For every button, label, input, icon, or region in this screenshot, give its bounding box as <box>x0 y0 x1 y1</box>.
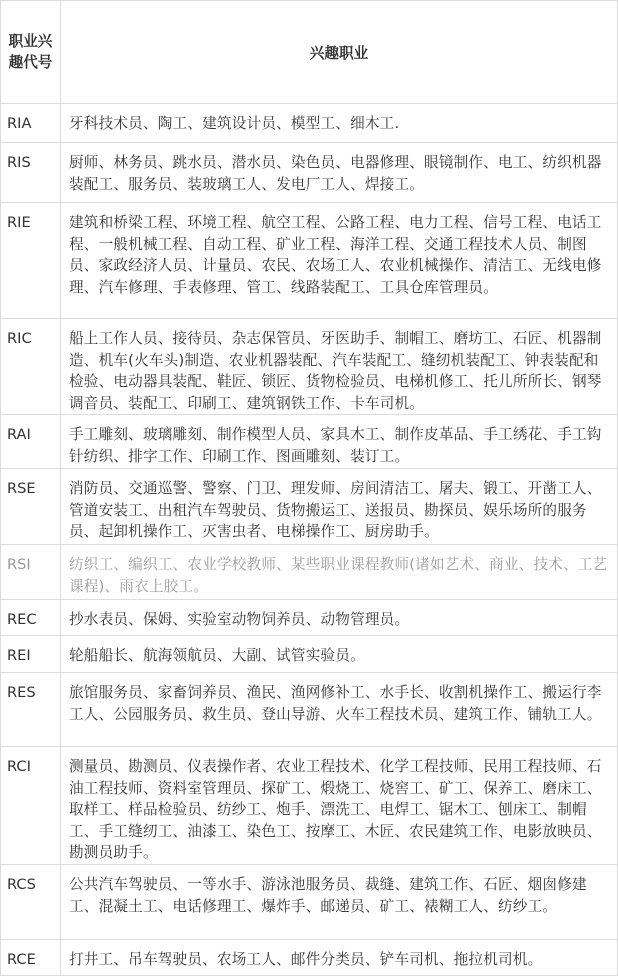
row-code-cell <box>1 469 61 545</box>
row-jobs-cell <box>61 545 618 600</box>
row-jobs-cell <box>61 104 618 143</box>
row-jobs-cell <box>61 203 618 319</box>
row-jobs: 公共汽车驾驶员、一等水手、游泳池服务员、裁缝、建筑工作、石匠、烟囱修建工、混凝土工、电话修理工、爆炸手、邮递员、矿工、裱糊工人、纺纱工。 <box>69 876 587 915</box>
row-jobs: 建筑和桥梁工程、环境工程、航空工程、公路工程、电力工程、信号工程、电话工程、一般机械工程、自动工程、矿业工程、海洋工程、交通工程技术人员、制图员、家政经济人员、计量员、农民、农场工人、农业机械操作、清洁工、无线电修理、汽车修理、手表修理、管工、线路装配工、工具仓库管理员。 <box>69 214 602 296</box>
row-jobs-cell <box>61 469 618 545</box>
table-row <box>1 865 618 940</box>
row-code: RIA <box>7 115 32 132</box>
table-row <box>1 600 618 636</box>
header-title-cell <box>61 1 618 104</box>
row-jobs-cell <box>61 865 618 940</box>
row-jobs: 抄水表员、保姆、实验室动物饲养员、动物管理员。 <box>69 611 410 628</box>
row-code-cell <box>1 673 61 747</box>
table-row <box>1 747 618 865</box>
table-row <box>1 319 618 415</box>
row-jobs: 消防员、交通巡警、警察、门卫、理发师、房间清洁工、屠夫、锻工、开凿工人、管道安装工、出租汽车驾驶员、货物搬运工、送报员、勘探员、娱乐场所的服务员、起卸机操作工、灭害虫者、电梯操作工、厨房助手。 <box>69 480 602 540</box>
row-code: RSE <box>7 480 36 497</box>
row-code-cell <box>1 104 61 143</box>
row-jobs: 纺织工、编织工、农业学校教师、某些职业课程教师(诸如艺术、商业、技术、工艺课程)、雨衣上胶工。 <box>69 556 608 595</box>
row-code: REI <box>7 647 31 664</box>
row-code: RCE <box>7 951 36 968</box>
row-code: REC <box>7 611 37 628</box>
row-code: RES <box>7 684 36 701</box>
row-code-cell <box>1 545 61 600</box>
row-code-cell <box>1 636 61 673</box>
row-jobs: 旅馆服务员、家畜饲养员、渔民、渔网修补工、水手长、收割机操作工、搬运行李工人、公园服务员、救生员、登山导游、火车工程技术员、建筑工作、铺轨工人。 <box>69 684 602 723</box>
row-jobs-cell <box>61 747 618 865</box>
row-jobs-cell <box>61 143 618 203</box>
header-title: 兴趣职业 <box>309 44 369 62</box>
table-row <box>1 469 618 545</box>
row-jobs-cell <box>61 415 618 469</box>
row-jobs-cell <box>61 600 618 636</box>
row-code-cell <box>1 747 61 865</box>
row-code: RSI <box>7 556 31 573</box>
row-jobs-cell <box>61 940 618 976</box>
row-code-cell <box>1 865 61 940</box>
row-jobs: 测量员、勘测员、仪表操作者、农业工程技术、化学工程技师、民用工程技师、石油工程技师、资料室管理员、探矿工、煅烧工、烧窖工、矿工、保养工、磨床工、取样工、样品检验员、纺纱工、炮手、漂洗工、电焊工、锯木工、刨床工、制帽工、手工缝纫工、油漆工、染色工、按摩工、木匠、农民建筑工作、电影放映员、勘测员助手。 <box>69 758 602 861</box>
row-jobs-cell <box>61 636 618 673</box>
table-row <box>1 673 618 747</box>
row-jobs: 厨师、林务员、跳水员、潜水员、染色员、电器修理、眼镜制作、电工、纺织机器装配工、服务员、装玻璃工人、发电厂工人、焊接工。 <box>69 154 602 193</box>
row-code-cell <box>1 415 61 469</box>
header-code-cell <box>1 1 61 104</box>
table-row <box>1 940 618 976</box>
table-row <box>1 143 618 203</box>
row-code-cell <box>1 940 61 976</box>
row-code-cell <box>1 203 61 319</box>
row-jobs: 牙科技术员、陶工、建筑设计员、模型工、细木工. <box>69 115 400 132</box>
row-jobs: 手工雕刻、玻璃雕刻、制作模型人员、家具木工、制作皮革品、手工绣花、手工钩针纺织、排字工作、印刷工作、图画雕刻、装订工。 <box>69 426 602 465</box>
table-row <box>1 636 618 673</box>
table-row <box>1 545 618 600</box>
row-code-cell <box>1 600 61 636</box>
header-code-label: 职业兴趣代号 <box>8 33 53 71</box>
row-code-cell <box>1 143 61 203</box>
row-code-cell <box>1 319 61 415</box>
table-row <box>1 203 618 319</box>
row-jobs: 打井工、吊车驾驶员、农场工人、邮件分类员、铲车司机、拖拉机司机。 <box>69 951 543 968</box>
row-code: RIE <box>7 214 31 231</box>
row-jobs-cell <box>61 673 618 747</box>
row-code: RIC <box>7 330 32 347</box>
table-header-row <box>1 1 618 104</box>
row-code: RCI <box>7 758 31 775</box>
row-jobs: 船上工作人员、接待员、杂志保管员、牙医助手、制帽工、磨坊工、石匠、机器制造、机车(火车头)制造、农业机器装配、汽车装配工、缝纫机装配工、钟表装配和检验、电动器具装配、鞋匠、锁匠、货物检验员、电梯机修工、托儿所所长、钢琴调音员、装配工、印刷工、建筑钢铁工作、卡车司机。 <box>69 330 602 412</box>
table-row <box>1 415 618 469</box>
row-code: RAI <box>7 426 31 443</box>
row-code: RIS <box>7 154 31 171</box>
row-jobs-cell <box>61 319 618 415</box>
row-jobs: 轮船船长、航海领航员、大副、试管实验员。 <box>69 647 365 664</box>
table-row <box>1 104 618 143</box>
row-code: RCS <box>7 876 36 893</box>
